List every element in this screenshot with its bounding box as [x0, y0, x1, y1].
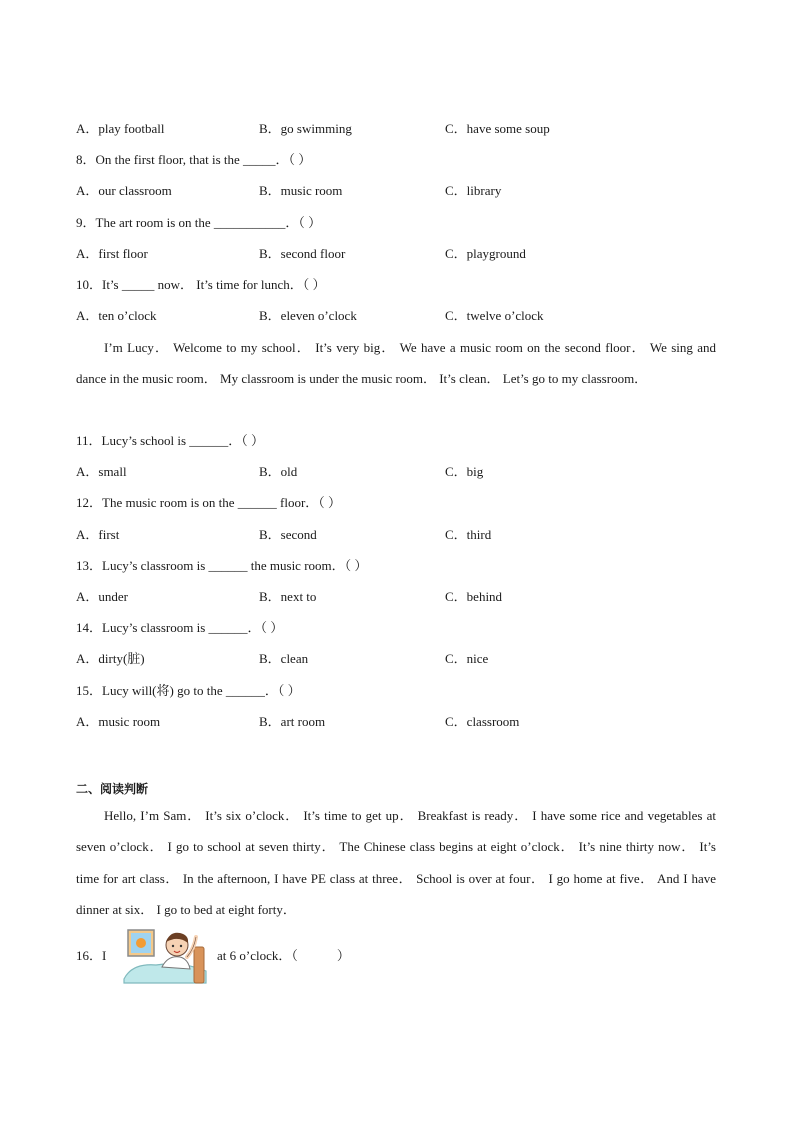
options-row-11: [76, 462, 716, 482]
option-c: C．library: [445, 183, 502, 198]
option-a: A．music room: [76, 714, 161, 729]
option-a: A．under: [76, 589, 128, 604]
question-15: 15．Lucy will(将) go to the ______．（ ）: [76, 683, 301, 698]
question-14: 14．Lucy’s classroom is ______．（ ）: [76, 620, 284, 635]
option-a: A．dirty(脏): [76, 651, 145, 666]
question-11: 11．Lucy’s school is ______．（ ）: [76, 433, 265, 448]
question-10: 10．It’s _____ now． It’s time for lunch．（ ）: [76, 277, 326, 292]
section-title-reading-judgement: 二、阅读判断: [76, 782, 149, 796]
question-8: 8．On the first floor, that is the _____．（ ）: [76, 152, 312, 167]
option-c: C．nice: [445, 651, 489, 666]
option-b: B．art room: [259, 714, 326, 729]
options-row-10: [76, 306, 716, 326]
question-13: 13．Lucy’s classroom is ______ the music room．（ ）: [76, 558, 368, 573]
options-row-14: [76, 649, 716, 669]
question-16-prefix: 16．I: [76, 948, 107, 963]
option-a: A．our classroom: [76, 183, 172, 198]
option-c: C．have some soup: [445, 121, 550, 136]
question-9: 9．The art room is on the ___________．（ ）: [76, 215, 322, 230]
question-12: 12．The music room is on the ______ floor．（ ）: [76, 495, 342, 510]
option-b: B．clean: [259, 651, 309, 666]
option-b: B．music room: [259, 183, 343, 198]
option-c: C．playground: [445, 246, 526, 261]
reading-passage-sam: Hello, I’m Sam． It’s six o’clock． It’s time to get up． Breakfast is ready． I have some rice and vegetables at seven o’clock． I go to school at seven thirty． The Chinese class begins at eight o’clock． It’s nine thirty now． It’s time for art class． In the afternoon, I have PE class at three． School is over at four． I go home at five． And I have dinner at six． I go to bed at eight forty．: [76, 808, 716, 917]
option-b: B．second: [259, 527, 317, 542]
option-a: A．small: [76, 464, 127, 479]
option-c: C．third: [445, 527, 492, 542]
option-c: C．twelve o’clock: [445, 308, 544, 323]
options-row-12: [76, 525, 716, 545]
option-a: A．play football: [76, 121, 165, 136]
option-c: C．big: [445, 464, 484, 479]
options-row-9: [76, 244, 716, 264]
option-a: A．ten o’clock: [76, 308, 157, 323]
option-c: C．classroom: [445, 714, 520, 729]
option-b: B．go swimming: [259, 121, 352, 136]
option-b: B．next to: [259, 589, 317, 604]
option-a: A．first: [76, 527, 120, 542]
option-b: B．second floor: [259, 246, 346, 261]
options-row-13: [76, 587, 716, 607]
options-row-15: [76, 712, 716, 732]
boy-waking-up-illustration: [122, 927, 208, 985]
question-16-suffix: at 6 o’clock．（ ）: [217, 948, 350, 963]
option-a: A．first floor: [76, 246, 148, 261]
options-row-8: [76, 181, 716, 201]
reading-passage-lucy: I’m Lucy． Welcome to my school． It’s very big． We have a music room on the second floor． We sing and dance in the music room． My classroom is under the music room． It’s clean． Let’s go to my classroom．: [76, 340, 716, 387]
options-row-7: [76, 119, 716, 139]
option-b: B．old: [259, 464, 298, 479]
option-b: B．eleven o’clock: [259, 308, 357, 323]
option-c: C．behind: [445, 589, 503, 604]
